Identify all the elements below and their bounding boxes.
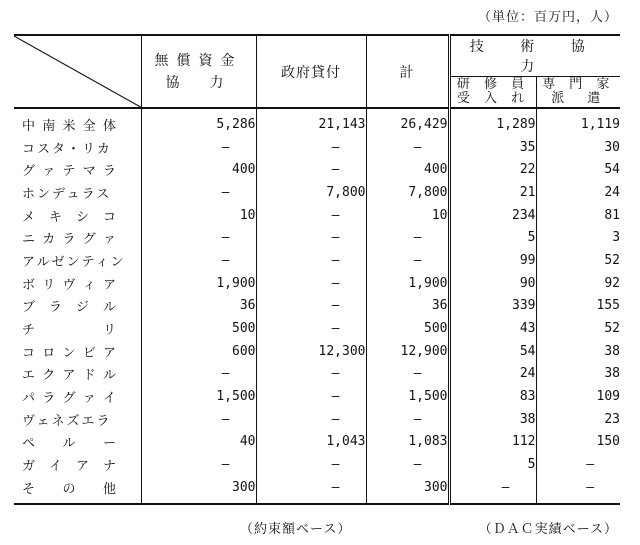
header-grant-line2: 協 力 xyxy=(165,74,232,91)
name-char: ヴ xyxy=(62,277,78,293)
name-char: ア xyxy=(102,345,118,361)
cell-experts: 54 xyxy=(536,158,620,181)
country-name-text xyxy=(22,364,118,383)
country-name-text xyxy=(22,228,118,247)
aid-table-container xyxy=(14,34,620,505)
cell-loan: — xyxy=(256,272,366,295)
name-char: ラ xyxy=(102,164,118,180)
aid-table xyxy=(14,34,620,505)
name-char: エ xyxy=(22,368,38,384)
cell-loan: — xyxy=(256,158,366,181)
cell-trainees: 339 xyxy=(449,295,536,318)
cell-grant: 600 xyxy=(141,340,256,363)
name-char: ア xyxy=(75,459,91,475)
cell-experts: 52 xyxy=(536,317,620,340)
name-char: キ xyxy=(48,209,64,225)
name-char: ブ xyxy=(22,300,38,316)
name-char: の xyxy=(62,481,78,497)
cell-grant: 300 xyxy=(141,476,256,504)
country-name-text xyxy=(22,274,118,293)
unit-note: （単位：百万円，人） xyxy=(477,10,618,25)
cell-experts: 23 xyxy=(536,408,620,431)
name-char: 南 xyxy=(42,118,58,134)
header-loan-label: 政府貸付 xyxy=(281,64,341,81)
country-name-text xyxy=(22,342,118,361)
country-name-text xyxy=(22,478,118,497)
cell-trainees: 43 xyxy=(449,317,536,340)
name-char: ィ xyxy=(82,277,98,293)
table-header xyxy=(14,35,620,108)
cell-loan: — xyxy=(256,363,366,386)
country-name-text: アルゼンティン xyxy=(22,254,126,270)
row-country-name xyxy=(14,431,141,454)
cell-trainees: 1,289 xyxy=(449,108,536,136)
header-trainees xyxy=(449,77,536,109)
cell-total: 36 xyxy=(366,295,449,318)
cell-loan: — xyxy=(256,226,366,249)
table-row xyxy=(14,226,620,249)
name-char: ア xyxy=(102,277,118,293)
name-char: ァ xyxy=(42,164,58,180)
cell-experts: 38 xyxy=(536,363,620,386)
name-char: ン xyxy=(62,345,78,361)
name-char: カ xyxy=(42,232,58,248)
table-row xyxy=(14,295,620,318)
table-row xyxy=(14,136,620,159)
name-char: ル xyxy=(102,300,118,316)
row-country-name xyxy=(14,204,141,227)
cell-grant: 1,500 xyxy=(141,385,256,408)
table-row xyxy=(14,204,620,227)
name-char: ラ xyxy=(48,300,64,316)
name-char: ク xyxy=(42,368,58,384)
name-char: チ xyxy=(22,323,38,339)
cell-total: — xyxy=(366,136,449,159)
cell-grant: — xyxy=(141,181,256,204)
cell-total: — xyxy=(366,363,449,386)
row-country-name xyxy=(14,453,141,476)
cell-loan: 1,043 xyxy=(256,431,366,454)
header-loan xyxy=(256,35,366,108)
cell-loan: — xyxy=(256,204,366,227)
header-experts xyxy=(536,77,620,109)
cell-trainees: 5 xyxy=(449,226,536,249)
cell-experts: 38 xyxy=(536,340,620,363)
table-row xyxy=(14,476,620,504)
name-char: コ xyxy=(22,345,38,361)
name-char: グ xyxy=(22,164,38,180)
cell-total: — xyxy=(366,408,449,431)
cell-grant: 400 xyxy=(141,158,256,181)
cell-trainees: 5 xyxy=(449,453,536,476)
cell-trainees: 112 xyxy=(449,431,536,454)
table-row xyxy=(14,340,620,363)
cell-grant: — xyxy=(141,136,256,159)
header-tech xyxy=(449,35,620,77)
diagonal-line xyxy=(14,36,141,107)
row-country-name xyxy=(14,249,141,272)
cell-experts: 150 xyxy=(536,431,620,454)
name-char: 他 xyxy=(102,481,118,497)
cell-trainees: 99 xyxy=(449,249,536,272)
name-char: イ xyxy=(102,391,118,407)
name-char: メ xyxy=(22,209,38,225)
cell-grant: — xyxy=(141,408,256,431)
cell-total: 1,083 xyxy=(366,431,449,454)
name-char: 全 xyxy=(82,118,98,134)
cell-loan: — xyxy=(256,476,366,504)
row-country-name xyxy=(14,108,141,136)
cell-experts: 24 xyxy=(536,181,620,204)
name-char: リ xyxy=(42,277,58,293)
country-name-text xyxy=(22,432,118,451)
cell-loan: — xyxy=(256,408,366,431)
cell-experts: 155 xyxy=(536,295,620,318)
cell-experts: 52 xyxy=(536,249,620,272)
cell-loan: — xyxy=(256,249,366,272)
cell-total: 400 xyxy=(366,158,449,181)
name-char: ボ xyxy=(22,277,38,293)
cell-grant: 36 xyxy=(141,295,256,318)
cell-total: 300 xyxy=(366,476,449,504)
cell-grant: 1,900 xyxy=(141,272,256,295)
country-name-text xyxy=(22,296,118,315)
country-name-text xyxy=(22,387,118,406)
header-grant xyxy=(141,35,256,108)
name-char: そ xyxy=(22,481,38,497)
name-char: パ xyxy=(22,391,38,407)
corner-diagonal-cell xyxy=(14,35,141,108)
name-char: ラ xyxy=(42,391,58,407)
name-char: ー xyxy=(102,436,118,452)
row-country-name xyxy=(14,136,141,159)
row-country-name xyxy=(14,385,141,408)
footer-dac-basis: （ＤＡＣ実績ベース） xyxy=(478,522,618,537)
name-char: ド xyxy=(82,368,98,384)
name-char: ラ xyxy=(62,232,78,248)
name-char: イ xyxy=(48,459,64,475)
name-char: ロ xyxy=(42,345,58,361)
country-name-text: コスタ・リカ xyxy=(22,141,112,157)
cell-trainees: 35 xyxy=(449,136,536,159)
cell-experts: 3 xyxy=(536,226,620,249)
name-char: テ xyxy=(62,164,78,180)
table-row xyxy=(14,272,620,295)
cell-total: 1,500 xyxy=(366,385,449,408)
name-char: コ xyxy=(102,209,118,225)
cell-grant: — xyxy=(141,453,256,476)
country-name-text xyxy=(22,115,118,134)
cell-loan: — xyxy=(256,453,366,476)
name-char: ル xyxy=(62,436,78,452)
name-char: ァ xyxy=(102,232,118,248)
country-name-text xyxy=(22,319,118,338)
name-char: ア xyxy=(62,368,78,384)
country-name-text xyxy=(22,455,118,474)
cell-experts: 30 xyxy=(536,136,620,159)
row-country-name xyxy=(14,363,141,386)
table-row xyxy=(14,249,620,272)
name-char: ペ xyxy=(22,436,38,452)
row-country-name xyxy=(14,340,141,363)
cell-grant: 5,286 xyxy=(141,108,256,136)
name-char: ガ xyxy=(22,459,38,475)
cell-total: 500 xyxy=(366,317,449,340)
cell-grant: — xyxy=(141,249,256,272)
cell-total: — xyxy=(366,453,449,476)
name-char: リ xyxy=(102,323,118,339)
cell-trainees: 24 xyxy=(449,363,536,386)
row-country-name xyxy=(14,181,141,204)
name-char: 米 xyxy=(62,118,78,134)
header-grant-line1: 無償資金 xyxy=(154,52,243,69)
table-row xyxy=(14,317,620,340)
header-experts-line1: 専 門 家 xyxy=(542,77,615,92)
name-char: ビ xyxy=(82,345,98,361)
row-country-name xyxy=(14,317,141,340)
header-trainees-line1: 研 修 員 xyxy=(456,77,530,92)
cell-total: 26,429 xyxy=(366,108,449,136)
country-name-text: ホンデュラス xyxy=(22,186,112,202)
header-total-label: 計 xyxy=(399,64,415,81)
footer-commitment-basis: （約束額ベース） xyxy=(240,522,352,537)
name-char: シ xyxy=(75,209,91,225)
header-total xyxy=(366,35,449,108)
cell-experts: — xyxy=(536,453,620,476)
name-char: ジ xyxy=(75,300,91,316)
cell-grant: — xyxy=(141,226,256,249)
name-char: マ xyxy=(82,164,98,180)
cell-trainees: 22 xyxy=(449,158,536,181)
cell-trainees: 38 xyxy=(449,408,536,431)
header-tech-label: 技 術 協 力 xyxy=(469,39,601,75)
cell-trainees: 21 xyxy=(449,181,536,204)
cell-loan: — xyxy=(256,136,366,159)
cell-grant: — xyxy=(141,363,256,386)
cell-loan: — xyxy=(256,295,366,318)
table-row xyxy=(14,363,620,386)
cell-grant: 40 xyxy=(141,431,256,454)
cell-trainees: 234 xyxy=(449,204,536,227)
row-country-name xyxy=(14,272,141,295)
cell-total: 7,800 xyxy=(366,181,449,204)
cell-trainees: 83 xyxy=(449,385,536,408)
country-name-text xyxy=(22,206,118,225)
table-row xyxy=(14,385,620,408)
cell-experts: 1,119 xyxy=(536,108,620,136)
cell-experts: 109 xyxy=(536,385,620,408)
cell-trainees: — xyxy=(449,476,536,504)
cell-loan: — xyxy=(256,385,366,408)
cell-total: 12,900 xyxy=(366,340,449,363)
cell-experts: 92 xyxy=(536,272,620,295)
cell-experts: — xyxy=(536,476,620,504)
country-name-text: ヴェネズエラ xyxy=(22,413,112,429)
cell-total: 1,900 xyxy=(366,272,449,295)
table-row xyxy=(14,108,620,136)
country-name-text xyxy=(22,160,118,179)
table-body xyxy=(14,108,620,504)
name-char: グ xyxy=(62,391,78,407)
name-char: ル xyxy=(102,368,118,384)
table-row xyxy=(14,158,620,181)
cell-grant: 10 xyxy=(141,204,256,227)
cell-trainees: 90 xyxy=(449,272,536,295)
cell-loan: — xyxy=(256,317,366,340)
table-row xyxy=(14,181,620,204)
header-experts-line2: 派 遣 xyxy=(551,91,606,106)
row-country-name xyxy=(14,295,141,318)
row-country-name xyxy=(14,226,141,249)
name-char: ナ xyxy=(102,459,118,475)
name-char: グ xyxy=(82,232,98,248)
cell-total: — xyxy=(366,249,449,272)
table-row xyxy=(14,453,620,476)
row-country-name xyxy=(14,408,141,431)
cell-total: — xyxy=(366,226,449,249)
name-char: ァ xyxy=(82,391,98,407)
cell-grant: 500 xyxy=(141,317,256,340)
header-trainees-line2: 受 入 れ xyxy=(456,91,530,106)
cell-loan: 7,800 xyxy=(256,181,366,204)
cell-loan: 21,143 xyxy=(256,108,366,136)
cell-total: 10 xyxy=(366,204,449,227)
cell-loan: 12,300 xyxy=(256,340,366,363)
cell-trainees: 54 xyxy=(449,340,536,363)
table-row xyxy=(14,408,620,431)
name-char: 中 xyxy=(22,118,38,134)
table-row xyxy=(14,431,620,454)
cell-experts: 81 xyxy=(536,204,620,227)
name-char: ニ xyxy=(22,232,38,248)
row-country-name xyxy=(14,476,141,504)
name-char: 体 xyxy=(102,118,118,134)
row-country-name xyxy=(14,158,141,181)
